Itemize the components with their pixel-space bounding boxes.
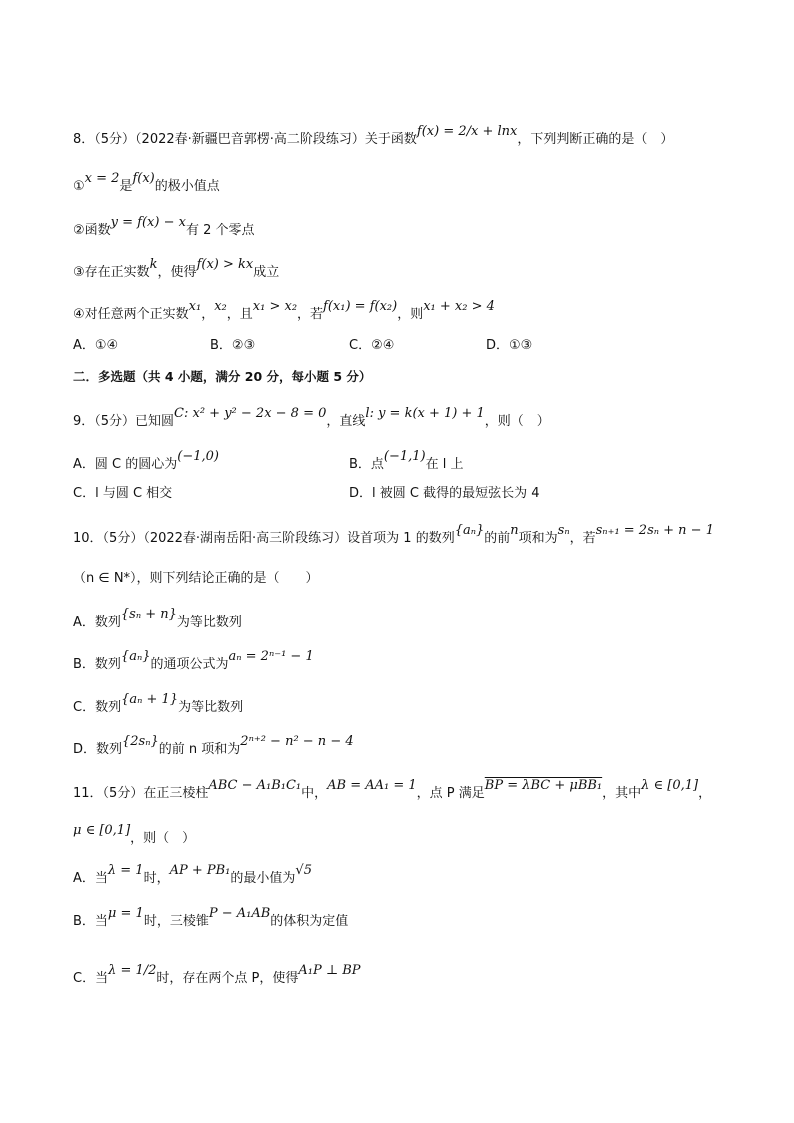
q8-statement-1: ①x = 2是f(x)的极小值点	[73, 171, 220, 194]
q10-option-a: A．数列{sₙ + n}为等比数列	[73, 607, 242, 630]
q8-statement-4: ④对任意两个正实数x₁，x₂，且x₁ > x₂，若f(x₁) = f(x₂)，则x₁ + x₂ > 4	[73, 299, 495, 322]
section-multiple-choice-heading: 二．多选题（共 4 小题，满分 20 分，每小题 5 分）	[73, 369, 372, 384]
q11-option-b: B．当μ = 1时，三棱锥P − A₁AB的体积为定值	[73, 906, 349, 929]
exam-page: 8．（5分）（2022春·新疆巴音郭楞·高二阶段练习）关于函数f(x) = 2/x + lnx，下列判断正确的是（ ） ①x = 2是f(x)的极小值点 ②函数y = f(x) − x有 2 个零点 ③存在正实数k，使得f(x) > kx成立 ④对任意两个正实数x₁，x₂，且x₁ > x₂，若f(x₁) = f(x₂)，则x₁ + x₂ > 4 A．①④ B．②③ C．②④ D．①③ 二．多选题（共 4 小题，满分 20 分，每小题 5 分） 9．（5分）已知圆C: x² + y² − 2x − 8 = 0，直线l: y = k(x + 1) + 1，则（ ） A．圆 C 的圆心为(−1,0) B．点(−1,1)在 l 上 C．l 与圆 C 相交 D．l 被圆 C 截得的最短弦长为 4 10．（5分）（2022春·湖南岳阳·高三阶段练习）设首项为 1 的数列{aₙ}的前n项和为sₙ，若sₙ₊₁ = 2sₙ + n − 1 （n ∈ N*），则下列结论正确的是（ ） A．数列{sₙ + n}为等比数列 B．数列{aₙ}的通项公式为aₙ = 2ⁿ⁻¹ − 1 C．数列{aₙ + 1}为等比数列 D．数列{2sₙ}的前 n 项和为2ⁿ⁺² − n² − n − 4 11．（5分）在正三棱柱ABC − A₁B₁C₁中，AB = AA₁ = 1，点 P 满足BP = λBC + μBB₁，其中λ ∈ [0,1]， μ ∈ [0,1]，则（ ） A．当λ = 1时，AP + PB₁的最小值为√5 B．当μ = 1时，三棱锥P − A₁AB的体积为定值 C．当λ = 1/2时，存在两个点 P，使得A₁P ⊥ BP	[73, 124, 714, 986]
q10-option-b: B．数列{aₙ}的通项公式为aₙ = 2ⁿ⁻¹ − 1	[73, 649, 314, 672]
q11-stem-line2: μ ∈ [0,1]，则（ ）	[73, 823, 196, 846]
q10-option-c: C．数列{aₙ + 1}为等比数列	[73, 692, 244, 715]
q10-stem: 10．（5分）（2022春·湖南岳阳·高三阶段练习）设首项为 1 的数列{aₙ}的前n项和为sₙ，若sₙ₊₁ = 2sₙ + n − 1	[73, 523, 714, 546]
q9-option-b: B．点(−1,1)在 l 上	[349, 449, 464, 472]
q11-stem: 11．（5分）在正三棱柱ABC − A₁B₁C₁中，AB = AA₁ = 1，点 P 满足BP = λBC + μBB₁，其中λ ∈ [0,1]，	[73, 778, 712, 801]
q9-options-cd: C．l 与圆 C 相交 D．l 被圆 C 截得的最短弦长为 4	[73, 486, 540, 501]
q8-stem: 8．（5分）（2022春·新疆巴音郭楞·高二阶段练习）关于函数f(x) = 2/x + lnx，下列判断正确的是（ ）	[73, 124, 674, 147]
q11-option-c: C．当λ = 1/2时，存在两个点 P，使得A₁P ⊥ BP	[73, 963, 361, 986]
q10-option-d: D．数列{2sₙ}的前 n 项和为2ⁿ⁺² − n² − n − 4	[73, 734, 354, 757]
q9-option-a: A．圆 C 的圆心为(−1,0)	[73, 449, 219, 472]
q11-option-a: A．当λ = 1时，AP + PB₁的最小值为√5	[73, 863, 312, 886]
q8-statement-2: ②函数y = f(x) − x有 2 个零点	[73, 215, 255, 238]
q9-stem: 9．（5分）已知圆C: x² + y² − 2x − 8 = 0，直线l: y = k(x + 1) + 1，则（ ）	[73, 406, 550, 429]
q8-statement-3: ③存在正实数k，使得f(x) > kx成立	[73, 257, 280, 280]
q9-options-ab	[73, 449, 713, 474]
q10-stem-line2: （n ∈ N*），则下列结论正确的是（ ）	[73, 571, 319, 586]
